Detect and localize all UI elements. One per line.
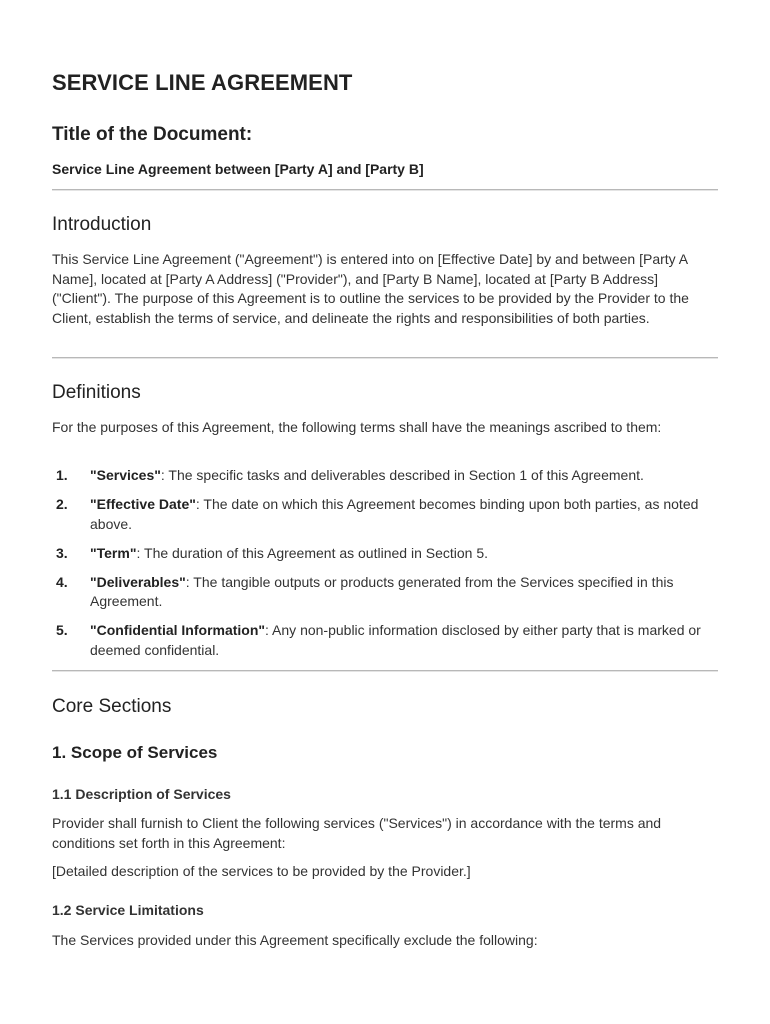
definition-term: "Confidential Information" xyxy=(90,622,266,638)
description-placeholder: [Detailed description of the services to be provided by the Provider.] xyxy=(52,863,471,879)
definition-text: : The specific tasks and deliverables described in Section 1 of this Agreement. xyxy=(160,467,644,483)
definition-item xyxy=(52,621,718,660)
definition-term: "Services" xyxy=(90,467,161,483)
definition-text: : Any non-public information disclosed by either party that is marked or deemed confidential. xyxy=(90,622,701,658)
definition-term: "Term" xyxy=(90,544,137,561)
section-divider xyxy=(52,670,718,672)
service-limitations-body: The Services provided under this Agreement specifically exclude the following: xyxy=(52,932,538,948)
definition-item xyxy=(52,466,718,486)
definition-item xyxy=(52,573,718,612)
scope-of-services-heading: 1. Scope of Services xyxy=(52,743,218,762)
definitions-intro: For the purposes of this Agreement, the following terms shall have the meanings ascribed to them: xyxy=(52,419,662,435)
section-divider xyxy=(52,189,718,191)
definition-text: : The date on which this Agreement becomes binding upon both parties, as noted above. xyxy=(90,496,699,532)
document-main-title: SERVICE LINE AGREEMENT xyxy=(52,70,353,95)
definition-item xyxy=(52,495,718,534)
definition-text: : The tangible outputs or products generated from the Services specified in this Agreement. xyxy=(90,573,674,609)
definition-number: 2. xyxy=(56,496,68,512)
document-title-value: Service Line Agreement between [Party A] and [Party B] xyxy=(52,161,424,177)
section-divider xyxy=(52,357,718,359)
definition-number: 4. xyxy=(56,573,68,590)
definition-number: 3. xyxy=(56,544,68,561)
definition-item xyxy=(52,544,718,564)
definition-term: "Effective Date" xyxy=(90,496,196,512)
definitions-list xyxy=(52,466,718,670)
definition-number: 5. xyxy=(56,622,68,638)
introduction-heading: Introduction xyxy=(52,214,152,235)
definition-number: 1. xyxy=(56,467,68,483)
description-of-services-heading: 1.1 Description of Services xyxy=(52,786,231,802)
definition-term: "Deliverables" xyxy=(90,573,186,590)
title-of-document-heading: Title of the Document: xyxy=(52,124,253,145)
core-sections-heading: Core Sections xyxy=(52,696,172,717)
service-limitations-heading: 1.2 Service Limitations xyxy=(52,902,204,918)
definitions-heading: Definitions xyxy=(52,382,141,403)
description-of-services-body: Provider shall furnish to Client the following services ("Services") in accordance with the terms and conditions set forth in this Agreement: xyxy=(52,815,662,851)
introduction-body: This Service Line Agreement ("Agreement") is entered into on [Effective Date] by and between [Party A Name], located at [Party A Address] ("Provider"), and [Party B Name], located at [Party B Address] ("Client"). The purpose of this Agreement is to outline the services to be provided by the Provider to the Client, establish the terms of service, and delineate the rights and responsibilities of both parties. xyxy=(52,251,689,326)
definition-text: : The duration of this Agreement as outlined in Section 5. xyxy=(136,544,489,561)
